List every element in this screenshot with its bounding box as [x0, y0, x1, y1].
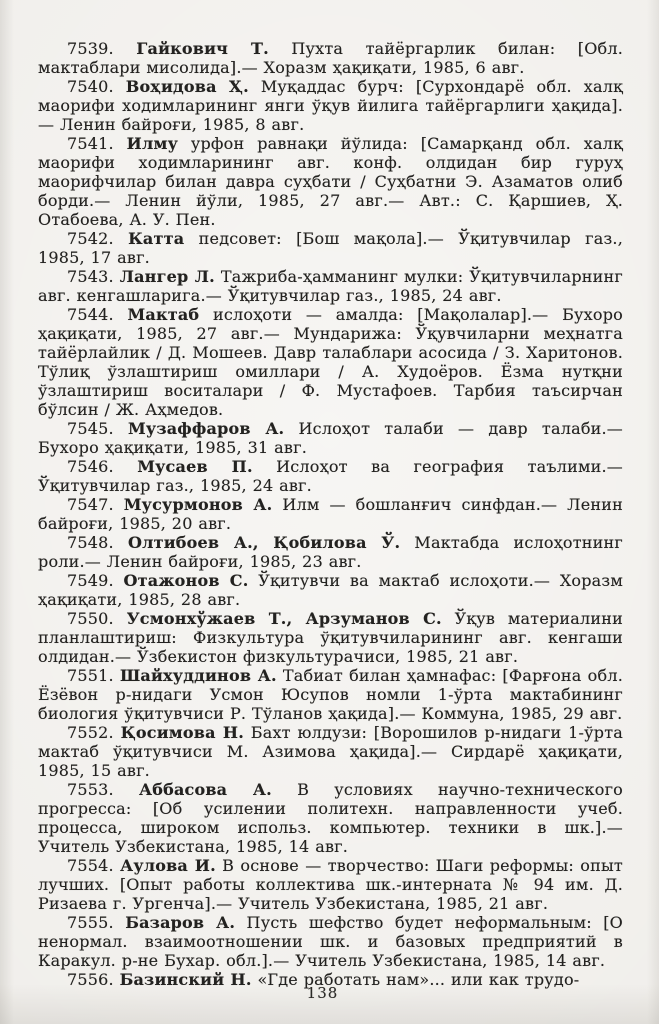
entry-number: 7544. [67, 305, 114, 324]
bibliography-entry [38, 913, 623, 970]
entry-text: Табиат билан ҳамнафас: [Фарғона обл. Ёзёвон р-нидаги Усмон Юсупов номли 1-ўрта мактабининг биология ўқитувчиси Р. Тўланов ҳақида].— Коммуна, 1985, 29 авг. [38, 666, 623, 723]
page-number: 138 [306, 984, 339, 1002]
entry-text: Пухта тайёргарлик билан: [Обл. мактаблари мисолида].— Хоразм ҳақиқати, 1985, 6 авг. [38, 39, 623, 77]
entry-text: Ислоҳот ва география таълими.— Ўқитувчилар газ., 1985, 24 авг. [38, 457, 623, 495]
entry-text: Бахт юлдузи: [Ворошилов р-нидаги 1-ўрта мактаб ўқитувчиси М. Азимова ҳақида].— Сирдарё ҳақиқати, 1985, 15 авг. [38, 723, 623, 780]
entry-author: Усмонхўжаев Т., Арзуманов С. [126, 609, 442, 628]
entry-author: Илму [126, 134, 179, 153]
entry-number: 7547. [67, 495, 114, 514]
entry-number: 7539. [67, 39, 114, 58]
bibliography-entry [38, 305, 623, 419]
entry-author: Мусаев П. [137, 457, 253, 476]
entry-text: Ислоҳот талаби — давр талаби.— Бухоро ҳақиқати, 1985, 31 авг. [38, 419, 623, 457]
bibliography-entry [38, 780, 623, 856]
entry-text: Тажриба-ҳамманинг мулки: Ўқитувчиларнинг авг. кенгашларига.— Ўқитувчилар газ., 1985, 24 авг. [38, 267, 623, 305]
entry-author: Мусурмонов А. [123, 495, 273, 514]
entry-number: 7556. [67, 970, 114, 989]
entry-author: Базаров А. [125, 913, 236, 932]
bibliography-entry [38, 134, 623, 229]
entry-author: Музаффаров А. [127, 419, 285, 438]
bibliography-entries [38, 39, 623, 989]
entry-number: 7554. [67, 856, 114, 875]
bibliography-entry [38, 856, 623, 913]
entry-number: 7555. [67, 913, 114, 932]
entry-number: 7548. [67, 533, 114, 552]
bibliography-entry [38, 571, 623, 609]
entry-author: Аулова И. [120, 856, 216, 875]
entry-author: Шайхуддинов А. [119, 666, 277, 685]
entry-text: Мактабда ислоҳотнинг роли.— Ленин байроғи, 1985, 23 авг. [38, 533, 623, 571]
entry-author: Аббасова А. [139, 780, 272, 799]
bibliography-entry [38, 419, 623, 457]
entry-number: 7549. [67, 571, 114, 590]
entry-number: 7550. [67, 609, 114, 628]
entry-text: Илм — бошланғич синфдан.— Ленин байроғи, 1985, 20 авг. [38, 495, 623, 533]
bibliography-entry [38, 666, 623, 723]
bibliography-entry [38, 495, 623, 533]
bibliography-entry [38, 609, 623, 666]
entry-number: 7542. [67, 229, 114, 248]
bibliography-entry [38, 267, 623, 305]
entry-number: 7552. [67, 723, 114, 742]
entry-text: Ўқитувчи ва мактаб ислоҳоти.— Хоразм ҳақиқати, 1985, 28 авг. [38, 571, 623, 609]
bibliography-entry [38, 39, 623, 77]
bibliography-entry [38, 533, 623, 571]
bibliography-entry [38, 723, 623, 780]
entry-text: В основе — творчество: Шаги реформы: опыт лучших. [Опыт работы коллектива шк.-интерната № 94 им. Д. Ризаева г. Ургенча].— Учитель Узбекистана, 1985, 21 авг. [38, 856, 623, 913]
bibliography-entry [38, 457, 623, 495]
entry-author: Қосимова Н. [120, 723, 244, 742]
entry-text: педсовет: [Бош мақола].— Ўқитувчилар газ., 1985, 17 авг. [38, 229, 623, 267]
entry-text: Муқаддас бурч: [Сурхондарё обл. халқ маорифи ходимларининг янги ўқув йилига тайёргарлиги ҳақида].— Ленин байроғи, 1985, 8 авг. [38, 77, 623, 134]
entry-author: Базинский Н. [119, 970, 252, 989]
entry-number: 7553. [67, 780, 114, 799]
entry-number: 7540. [67, 77, 114, 96]
entry-author: Катта [128, 229, 185, 248]
entry-author: Олтибоев А., Қобилова Ў. [127, 533, 401, 552]
entry-text: «Где работать нам»... или как трудо- [257, 970, 580, 989]
entry-author: Отажонов С. [123, 571, 249, 590]
entry-text: Ўқув материалини планлаштириш: Физкультура ўқитувчиларининг авг. кенгаши олдидан.— Ўзбекистон физкультурачиси, 1985, 21 авг. [38, 609, 623, 666]
entry-text: Пусть шефство будет неформальным: [О ненормал. взаимоотношении шк. и базовых предприятий в Каракул. р-не Бухар. обл.].— Учитель Узбекистана, 1985, 14 авг. [38, 913, 623, 970]
entry-author: Гайкович Т. [136, 39, 269, 58]
bibliography-entry [38, 229, 623, 267]
entry-number: 7545. [67, 419, 114, 438]
entry-number: 7551. [67, 666, 114, 685]
entry-number: 7543. [67, 267, 114, 286]
bibliography-entry [38, 77, 623, 134]
entry-author: Лангер Л. [119, 267, 215, 286]
entry-number: 7541. [67, 134, 114, 153]
entry-text: ислоҳоти — амалда: [Мақолалар].— Бухоро ҳақиқати, 1985, 27 авг.— Мундарижа: Ўқувчиларни меҳнатга тайёрлайлик / Д. Мошеев. Давр талаблари асосида / З. Харитонов. Тўлиқ ўзлаштириш омиллари / А. Худоёров. Ёзма нутқни ўзлаштириш воситалари / Ф. Мустафоев. Тарбия таъсирчан бўлсин / Ж. Аҳмедов. [38, 305, 623, 419]
entry-text: В условиях научно-технического прогресса: [Об усилении политехн. направленности учеб. процесса, широком использ. компьютер. техники в шк.].— Учитель Узбекистана, 1985, 14 авг. [38, 780, 623, 856]
entry-author: Воҳидова Ҳ. [125, 77, 249, 96]
entry-author: Мактаб [127, 305, 200, 324]
entry-number: 7546. [67, 457, 114, 476]
entry-text: урфон равнақи йўлида: [Самарқанд обл. халқ маорифи ходимларининг авг. конф. олдидан бир гуруҳ маорифчилар билан давра суҳбати / Суҳбатни Э. Азаматов олиб борди.— Ленин йўли, 1985, 27 авг.— Авт.: С. Қаршиев, Ҳ. Отабоева, А. У. Пен. [38, 134, 623, 229]
